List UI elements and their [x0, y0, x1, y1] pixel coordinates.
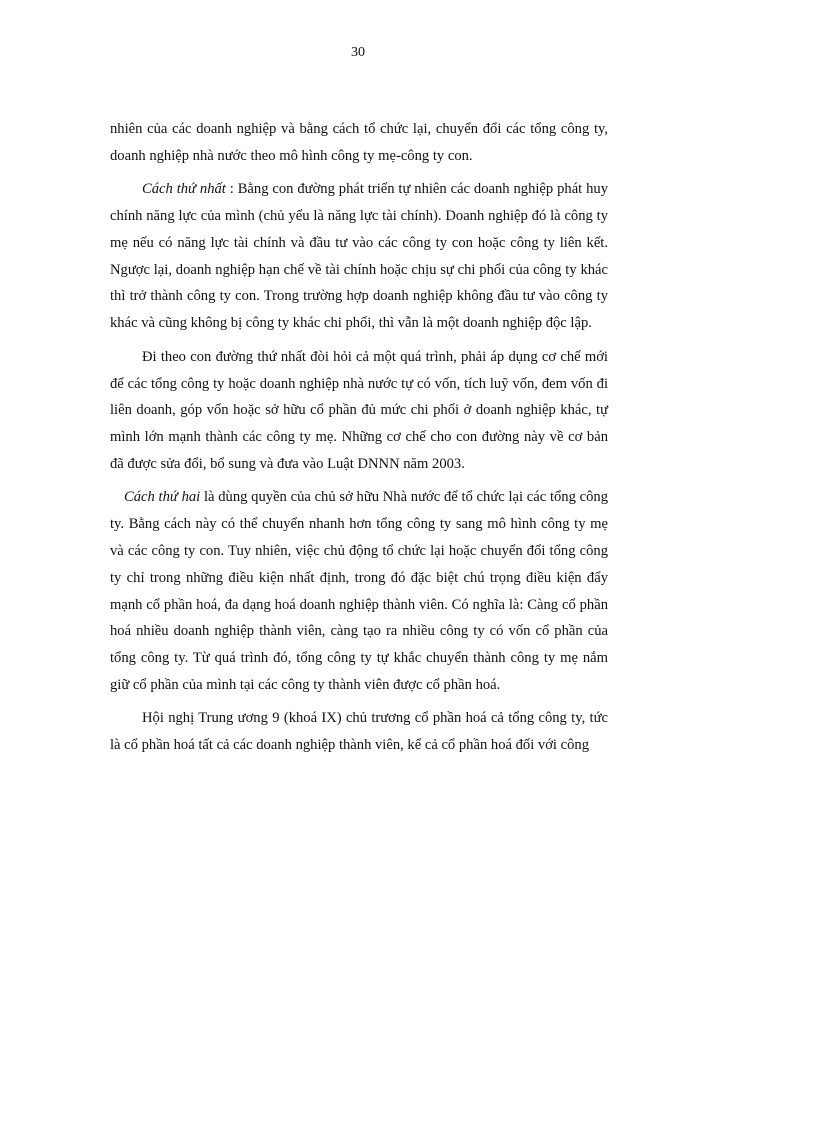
paragraph-cach-thu-nhat	[110, 176, 608, 337]
paragraph-text: là dùng quyền của chủ sở hữu Nhà nước để tổ chức lại các tổng công ty. Bằng cách này có thể chuyển nhanh hơn tổng công ty sang mô hình công ty mẹ và các công ty con. Tuy nhiên, việc chủ động tổ chức lại hoặc chuyển đổi tổng công ty chỉ trong những điều kiện nhất định, trong đó đặc biệt chú trọng điều kiện đẩy mạnh cổ phần hoá, đa dạng hoá doanh nghiệp thành viên. Có nghĩa là: Càng cổ phần hoá nhiều doanh nghiệp thành viên, càng tạo ra nhiều công ty có vốn cổ phần của tổng công ty. Từ quá trình đó, tổng công ty tự khắc chuyển thành công ty mẹ nắm giữ cổ phần của mình tại các công ty thành viên được cổ phần hoá.	[110, 489, 608, 693]
paragraph-lead-italic: Cách thứ hai	[124, 489, 201, 506]
paragraph-text: : Bằng con đường phát triển tự nhiên các doanh nghiệp phát huy chính năng lực của mình (chủ yếu là năng lực tài chính). Doanh nghiệp đó là công ty mẹ nếu có năng lực tài chính và đầu tư vào các công ty con hoặc công ty liên kết. Ngược lại, doanh nghiệp hạn chế về tài chính hoặc chịu sự chi phối của công ty khác thì trở thành công ty con. Trong trường hợp doanh nghiệp không đầu tư vào công ty khác và cũng không bị công ty khác chi phối, thì vẫn là một doanh nghiệp độc lập.	[110, 181, 609, 332]
paragraph-con-duong-thu-nhat	[110, 344, 608, 478]
paragraph-lead-italic: Cách thứ nhất	[142, 181, 226, 198]
paragraph-hoi-nghi	[110, 705, 608, 759]
paragraph-cach-thu-hai	[110, 484, 608, 698]
paragraph-text: Đi theo con đường thứ nhất đòi hỏi cả một quá trình, phải áp dụng cơ chế mới để các tổng công ty hoặc doanh nghiệp nhà nước tự có vốn, tích luỹ vốn, đem vốn đi liên doanh, góp vốn hoặc sở hữu cổ phần đủ mức chi phối ở doanh nghiệp khác, tự mình lớn mạnh thành các công ty mẹ. Những cơ chế cho con đường này về cơ bản đã được sửa đổi, bổ sung và đưa vào Luật DNNN năm 2003.	[110, 348, 608, 472]
page-number: 30	[351, 45, 365, 60]
paragraph-text: Hội nghị Trung ương 9 (khoá IX) chủ trương cổ phần hoá cả tổng công ty, tức là cổ phần hoá tất cả các doanh nghiệp thành viên, kể cả cổ phần hoá đối với công	[110, 710, 608, 754]
paragraph-continuation	[110, 116, 608, 170]
paragraph-text: nhiên của các doanh nghiệp và bằng cách tổ chức lại, chuyển đổi các tổng công ty, doanh nghiệp nhà nước theo mô hình công ty mẹ-công ty con.	[110, 121, 608, 164]
body-text	[110, 116, 608, 766]
